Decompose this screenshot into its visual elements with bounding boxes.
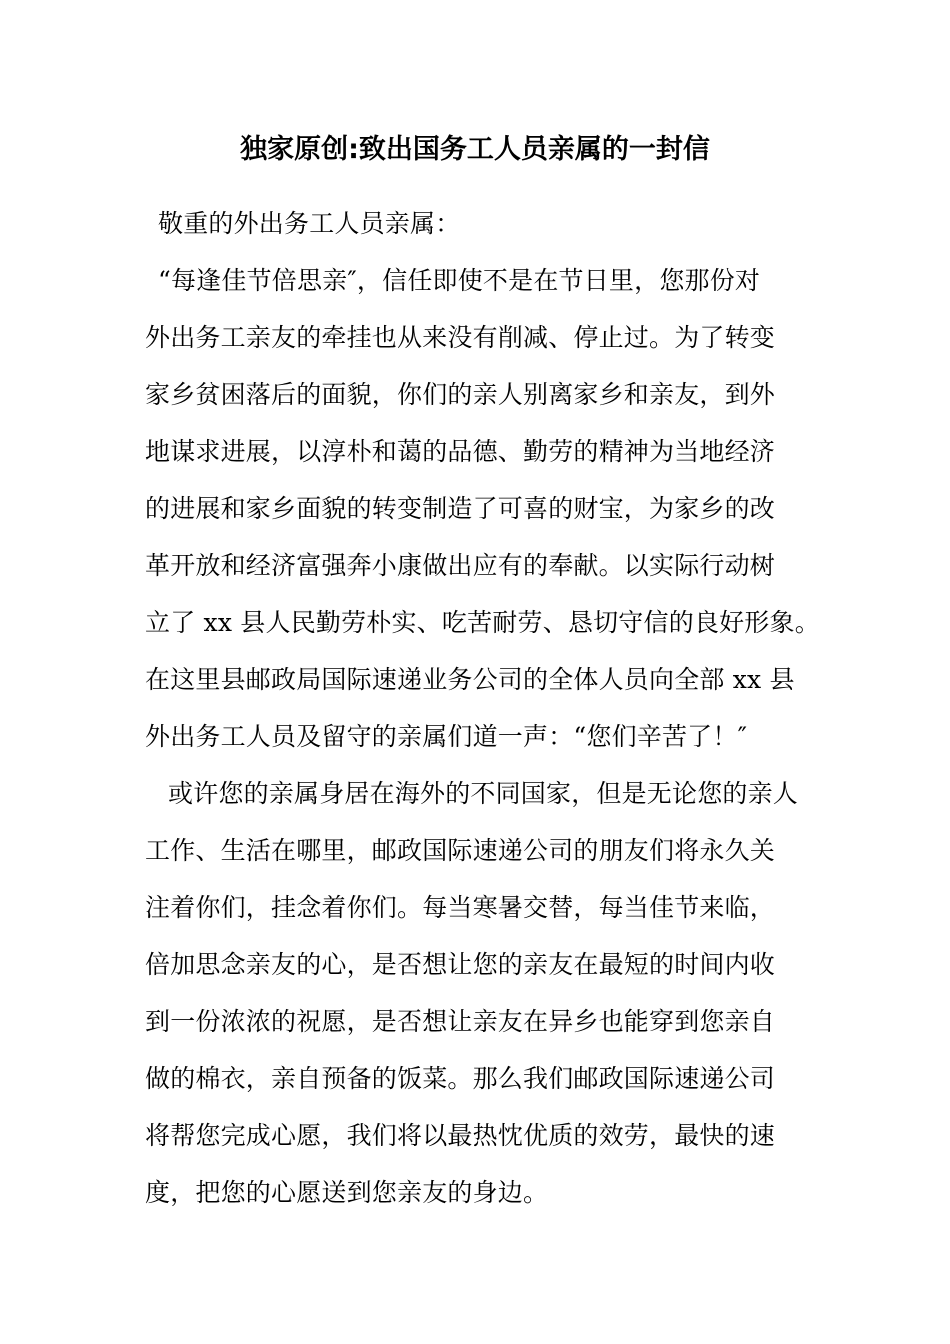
paragraph1-line-4: 地谋求进展，以淳朴和蔼的品德、勤劳的精神为当地经济 <box>145 437 776 466</box>
paragraph1-line-8: 在这里县邮政局国际速递业务公司的全体人员向全部 xx 县 <box>145 665 795 694</box>
paragraph1-line-3: 家乡贫困落后的面貌，你们的亲人别离家乡和亲友，到外 <box>145 380 776 409</box>
paragraph2-line-2: 工作、生活在哪里，邮政国际速递公司的朋友们将永久关 <box>145 836 776 865</box>
paragraph2-line-6: 做的棉衣，亲自预备的饭菜。那么我们邮政国际速递公司 <box>145 1064 776 1093</box>
paragraph1-line-5: 的进展和家乡面貌的转变制造了可喜的财宝，为家乡的改 <box>145 494 776 523</box>
document-title: 独家原创:致出国务工人员亲属的一封信 <box>240 134 710 165</box>
paragraph1-line-1: “每逢佳节倍思亲″，信任即使不是在节日里，您那份对 <box>158 266 761 295</box>
paragraph2-line-5: 到一份浓浓的祝愿，是否想让亲友在异乡也能穿到您亲自 <box>145 1007 776 1036</box>
paragraph2-line-1: 或许您的亲属身居在海外的不同国家，但是无论您的亲人 <box>168 779 799 808</box>
paragraph1-line-9: 外出务工人员及留守的亲属们道一声：“您们辛苦了！″ <box>145 722 748 751</box>
paragraph2-line-3: 注着你们，挂念着你们。每当寒暑交替，每当佳节来临， <box>145 893 776 922</box>
paragraph2-line-8: 度，把您的心愿送到您亲友的身边。 <box>145 1178 549 1207</box>
paragraph1-line-6: 革开放和经济富强奔小康做出应有的奉献。以实际行动树 <box>145 551 776 580</box>
salutation: 敬重的外出务工人员亲属： <box>158 209 461 238</box>
paragraph2-line-4: 倍加思念亲友的心，是否想让您的亲友在最短的时间内收 <box>145 950 776 979</box>
paragraph2-line-7: 将帮您完成心愿，我们将以最热忱优质的效劳，最快的速 <box>145 1121 776 1150</box>
paragraph1-line-7: 立了 xx 县人民勤劳朴实、吃苦耐劳、恳切守信的良好形象。 <box>145 608 820 637</box>
paragraph1-line-2: 外出务工亲友的牵挂也从来没有削减、停止过。为了转变 <box>145 323 776 352</box>
